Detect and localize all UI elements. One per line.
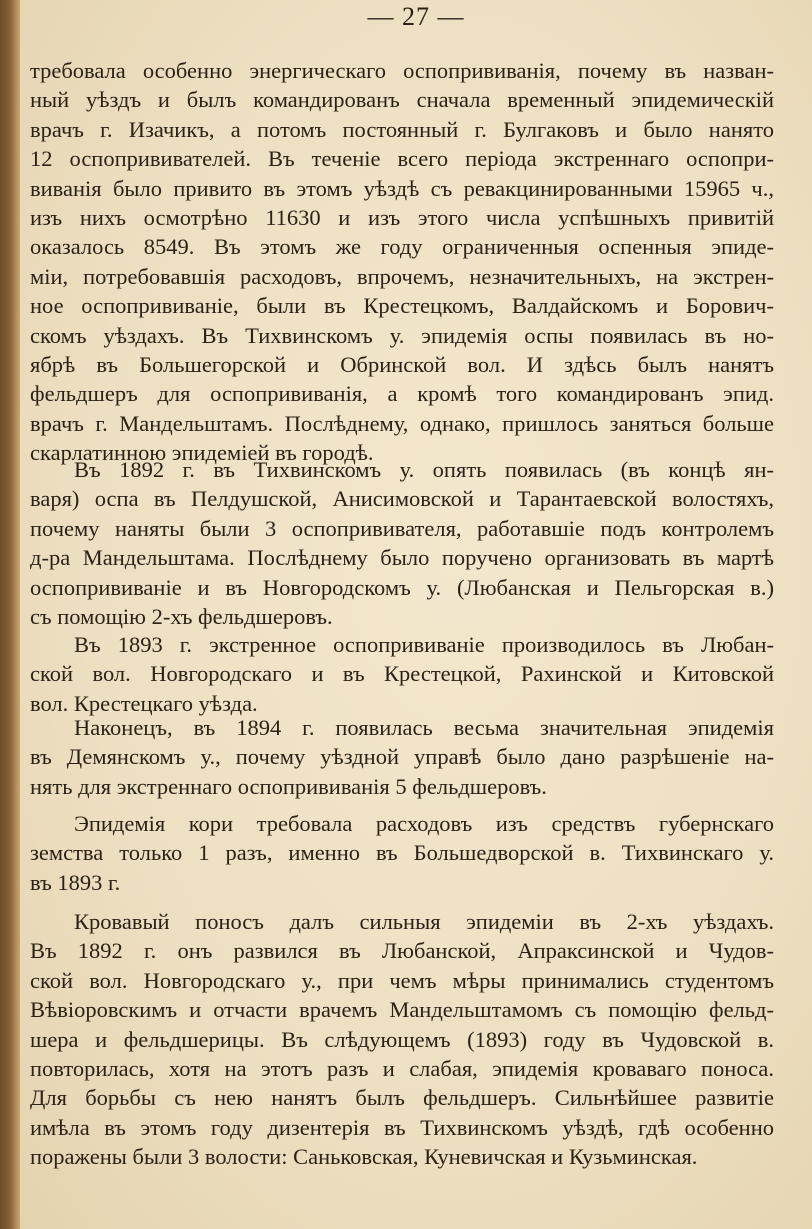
text-line: Наконецъ, въ 1894 г. появилась весьма значительная эпидемія bbox=[74, 715, 774, 740]
text-line: Эпидемія кори требовала расходовъ изъ средствъ губернскаго bbox=[74, 811, 774, 836]
text-line: поражены были 3 волости: Саньковская, Куневичская и Кузьминская. bbox=[30, 1144, 698, 1170]
text-line: оспопрививаніе и въ Новгородскомъ у. (Любанская и Пельгорская в.) bbox=[30, 574, 774, 600]
text-line: скомъ уѣздахъ. Въ Тихвинскомъ у. эпидемія оспы появилась въ но- bbox=[30, 322, 774, 348]
text-line: врачъ г. Мандельштамъ. Послѣднему, однако, пришлось заняться больше bbox=[30, 410, 774, 436]
text-line: оказалось 8549. Въ этомъ же году ограниченныя оспенныя эпиде- bbox=[30, 234, 774, 260]
page-number: — 27 — bbox=[367, 2, 465, 31]
text-line: Вѣвіоровскимъ и отчасти врачемъ Мандельштамомъ съ помощію фельд- bbox=[30, 997, 774, 1023]
book-binding bbox=[0, 0, 20, 1229]
text-line: имѣла въ этомъ году дизентерія въ Тихвинскомъ уѣздѣ, гдѣ особенно bbox=[30, 1114, 774, 1140]
paragraph-5 bbox=[30, 809, 774, 897]
text-line: ской вол. Новгородскаго и въ Крестецкой, Рахинской и Китовской bbox=[30, 661, 774, 687]
text-line: ской вол. Новгородскаго у., при чемъ мѣры принимались студентомъ bbox=[30, 967, 774, 993]
text-line: земства только 1 разъ, именно въ Большедворской в. Тихвинскаго у. bbox=[30, 840, 774, 866]
text-line: виванія было привито въ этомъ уѣздѣ съ ревакцинированными 15965 ч., bbox=[30, 175, 774, 201]
text-line: ное оспопрививаніе, были въ Крестецкомъ, Валдайскомъ и Борович- bbox=[30, 293, 774, 319]
text-line: съ помощію 2-хъ фельдшеровъ. bbox=[30, 603, 333, 629]
text-line: изъ нихъ осмотрѣно 11630 и изъ этого числа успѣшныхъ привитій bbox=[30, 204, 774, 230]
text-line: д-ра Мандельштама. Послѣднему было поручено организовать въ мартѣ bbox=[30, 545, 774, 571]
text-line: врачъ г. Изачикъ, а потомъ постоянный г. Булгаковъ и было нанято bbox=[30, 116, 774, 142]
text-line: почему наняты были 3 оспопрививателя, работавшіе подъ контролемъ bbox=[30, 515, 774, 541]
paragraph-3 bbox=[30, 630, 774, 718]
text-line: ябрѣ въ Большегорской и Обринской вол. И здѣсь былъ нанятъ bbox=[30, 351, 774, 377]
paragraph-2 bbox=[30, 455, 774, 631]
book-page bbox=[20, 0, 812, 1229]
text-line: фельдшеръ для оспопрививанія, а кромѣ того командированъ эпид. bbox=[30, 381, 774, 407]
text-line: повторилась, хотя на этотъ разъ и слабая, эпидемія кроваваго поноса. bbox=[30, 1055, 774, 1081]
text-line: нять для экстреннаго оспопрививанія 5 фельдшеровъ. bbox=[30, 773, 547, 799]
text-line: ный уѣздъ и былъ командированъ сначала временный эпидемическій bbox=[30, 87, 774, 113]
text-line: въ Демянскомъ у., почему уѣздной управѣ было дано разрѣшеніе на- bbox=[30, 744, 774, 770]
text-line: міи, потребовавшія расходовъ, впрочемъ, незначительныхъ, на экстрен- bbox=[30, 263, 774, 289]
text-line: скарлатинною эпидеміей въ городѣ. bbox=[30, 440, 374, 466]
text-line: Въ 1893 г. экстренное оспопрививаніе производилось въ Любан- bbox=[74, 632, 774, 657]
text-line: Въ 1892 г. онъ развился въ Любанской, Апраксинской и Чудов- bbox=[30, 938, 774, 964]
text-line: шера и фельдшерицы. Въ слѣдующемъ (1893) году въ Чудовской в. bbox=[30, 1026, 774, 1052]
text-line: варя) оспа въ Пелдушской, Анисимовской и Тарантаевской волостяхъ, bbox=[30, 486, 774, 512]
text-line: въ 1893 г. bbox=[30, 869, 121, 895]
text-line: Для борьбы съ нею нанятъ былъ фельдшеръ. Сильнѣйшее развитіе bbox=[30, 1085, 774, 1111]
text-line: вол. Крестецкаго уѣзда. bbox=[30, 690, 258, 716]
paragraph-4 bbox=[30, 713, 774, 801]
paragraph-6 bbox=[30, 907, 774, 1172]
text-line: требовала особенно энергическаго оспопрививанія, почему въ назван- bbox=[30, 58, 774, 83]
text-line: Кровавый поносъ далъ сильныя эпидеміи въ 2-хъ уѣздахъ. bbox=[74, 909, 774, 934]
paragraph-1 bbox=[30, 56, 774, 467]
text-line: Въ 1892 г. въ Тихвинскомъ у. опять появилась (въ концѣ ян- bbox=[74, 457, 774, 482]
text-line: 12 оспопрививателей. Въ теченіе всего періода экстреннаго оспопри- bbox=[30, 146, 774, 172]
